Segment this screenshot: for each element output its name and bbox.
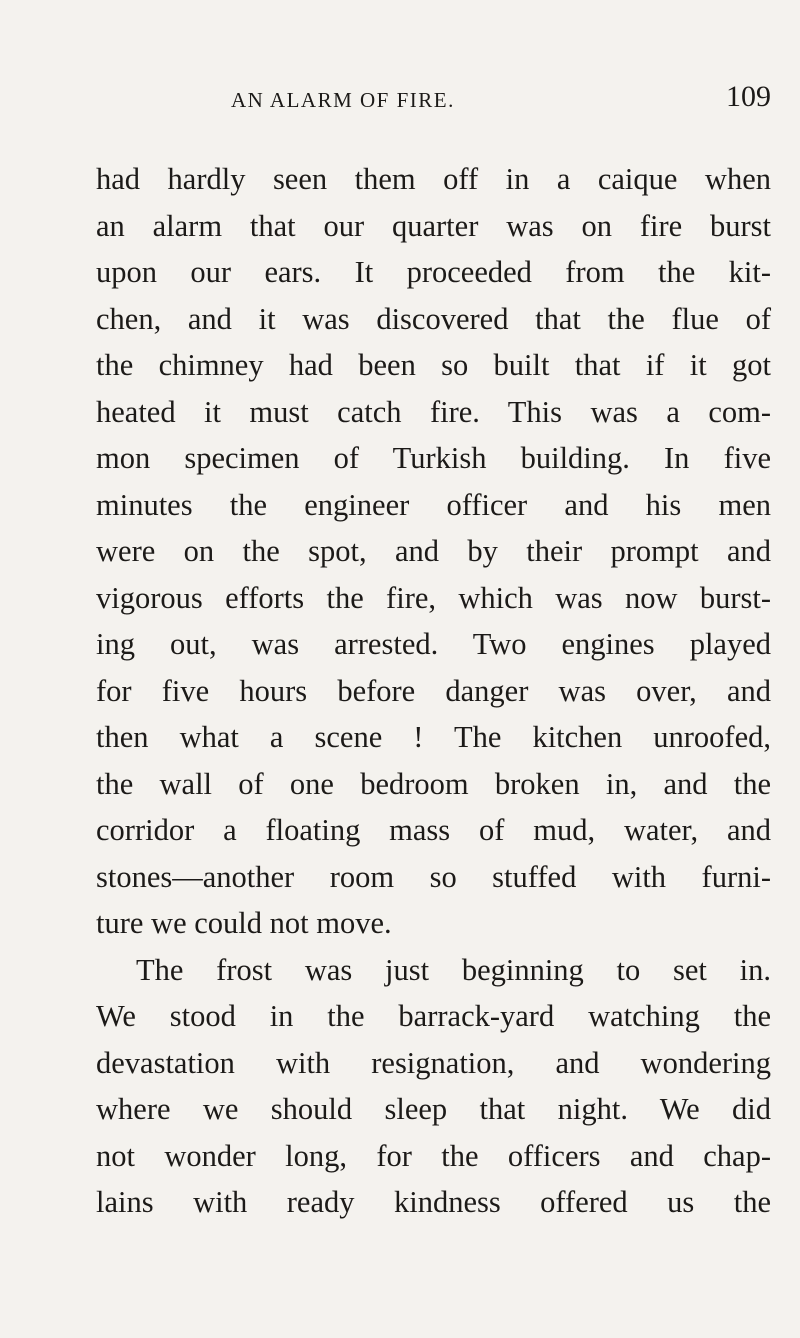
text-line: an alarm that our quarter was on fire burst [96,208,771,243]
text-line: vigorous efforts the fire, which was now burst- [96,580,771,615]
text-line: lains with ready kindness offered us the [96,1185,771,1219]
text-line: where we should sleep that night. We did [96,1092,771,1126]
text-line: chen, and it was discovered that the flue of [96,301,771,336]
text-line: the chimney had been so built that if it got [96,348,771,382]
text-line: heated it must catch fire. This was a com- [96,394,771,429]
page-header [96,80,771,120]
text-line: corridor a floating mass of mud, water, and [96,813,771,847]
text-line: for five hours before danger was over, and [96,673,771,708]
text-line: devastation with resignation, and wondering [96,1045,771,1080]
text-line: stones—another room so stuffed with furni- [96,859,771,894]
running-title: AN ALARM OF FIRE. [231,88,455,112]
text-line: We stood in the barrack-yard watching the [96,999,771,1033]
text-line: upon our ears. It proceeded from the kit- [96,255,771,289]
text-line: the wall of one bedroom broken in, and the [96,766,771,801]
text-line: ing out, was arrested. Two engines played [96,627,771,661]
text-line: had hardly seen them off in a caique when [96,162,771,196]
text-line: minutes the engineer officer and his men [96,487,771,522]
text-line: The frost was just beginning to set in. [136,952,771,987]
text-line: then what a scene ! The kitchen unroofed, [96,720,771,754]
text-line: were on the spot, and by their prompt and [96,534,771,568]
body-text [96,156,771,1226]
text-line: ture we could not move. [96,906,392,940]
text-line: not wonder long, for the officers and chap- [96,1138,771,1173]
text-line: mon specimen of Turkish building. In five [96,441,771,475]
page-number: 109 [726,80,771,113]
